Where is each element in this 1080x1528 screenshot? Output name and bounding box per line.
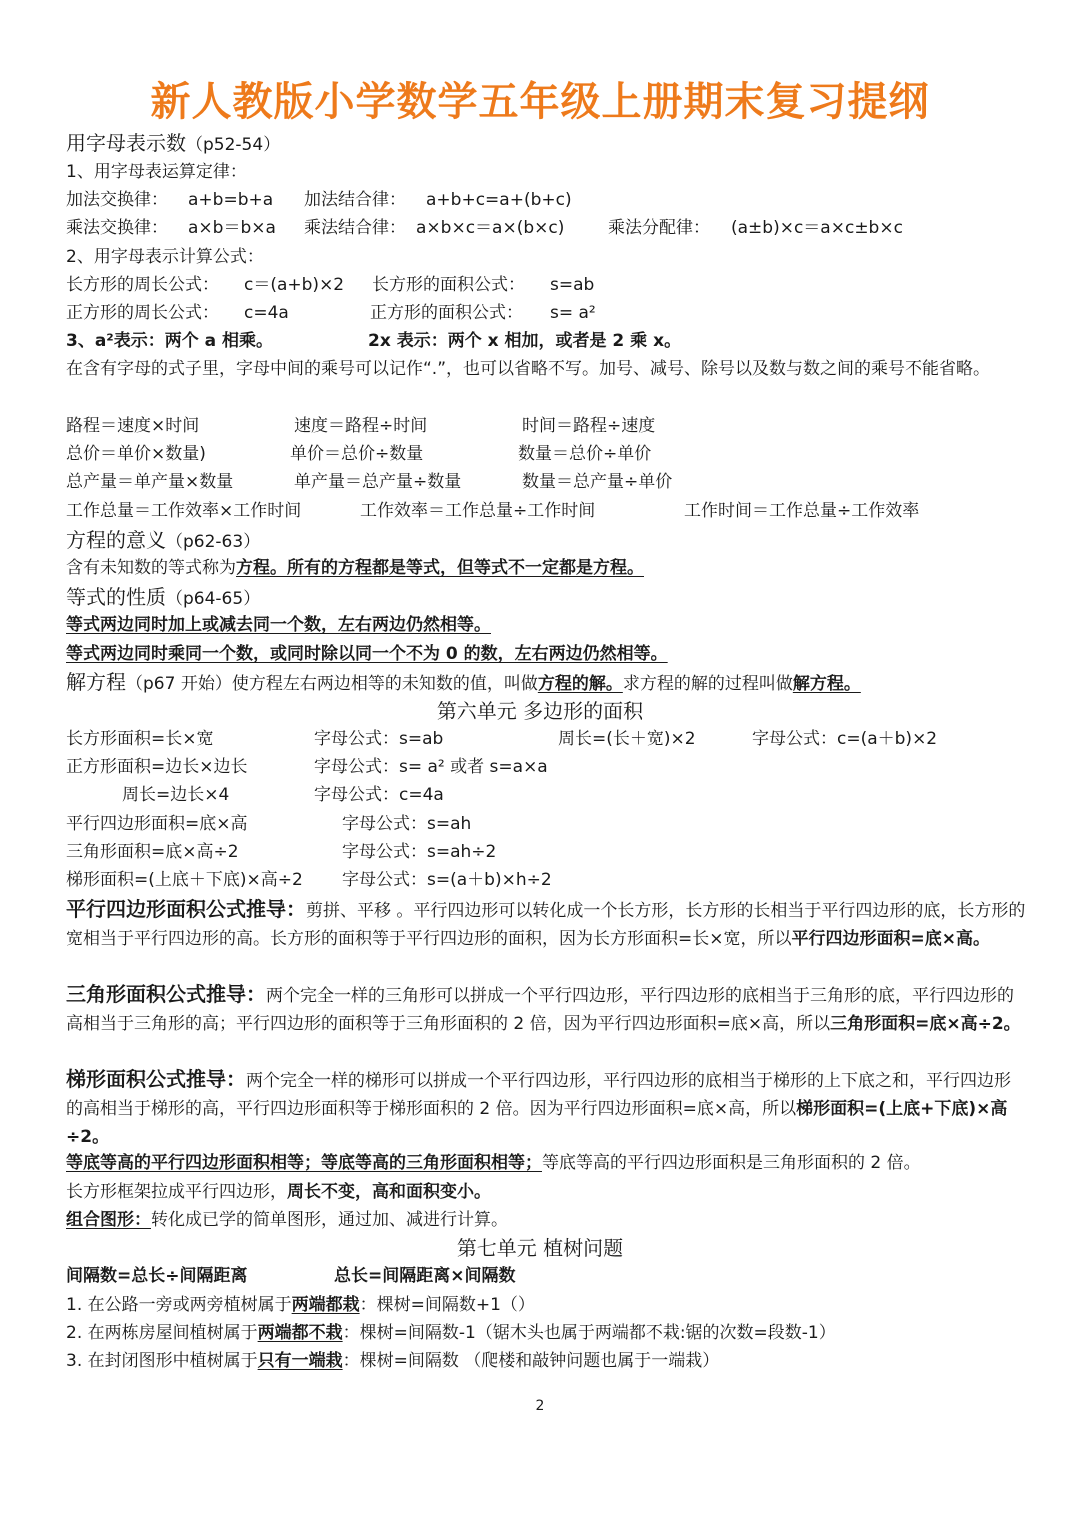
combination-line: 组合图形：转化成已学的简单图形，通过加、减进行计算。	[66, 1210, 508, 1230]
document-page: 新人教版小学数学五年级上册期末复习提纲 用字母表示数（p52-54） 1、用字母表运算定律： 加法交换律： a+b=b+a 加法结合律： a+b+c=a+(b+c) 乘法交换律： a×b＝b×a 乘法结合律： a×b×c＝a×(b×c) 乘法分配律： (a±b)×c＝a×c±b×c 2、用字母表示计算公式： 长方形的周长公式： c＝(a+b)×2 长方形的面积公式： s=ab 正方形的周长公式： c=4a 正方形的面积公式： s= a² 3、a²表示：两个 a 相乘。 2x 表示：两个 x 相加，或者是 2 乘 x。 在含有字母的式子里，字母中间的乘号可以记作“.”，也可以省略不写。加号、减号、除号以及数与数之间的乘号不能省略。 路程＝速度×时间 速度＝路程÷时间 时间＝路程÷速度 总价＝单价×数量) 单价＝总价÷数量 数量＝总价÷单价 总产量＝单产量×数量 单产量＝总产量÷数量 数量＝总产量÷单价 工作总量＝工作效率×工作时间 工作效率＝工作总量÷工作时间 工作时间＝工作总量÷工作效率 方程的意义（p62-63） 含有未知数的等式称为方程。所有的方程都是等式，但等式不一定都是方程。 等式的性质（p64-65） 等式两边同时加上或减去同一个数，左右两边仍然相等。 等式两边同时乘同一个数，或同时除以同一个不为 0 的数，左右两边仍然相等。 解方程（p67 开始）使方程左右两边相等的未知数的值，叫做方程的解。求方程的解的过程叫做解方程。 第六单元 多边形的面积 长方形面积=长×宽 字母公式：s=ab 周长=(长＋宽)×2 字母公式：c=(a＋b)×2 正方形面积=边长×边长 字母公式：s= a² 或者 s=a×a 周长=边长×4 字母公式：c=4a 平行四边形面积=底×高 字母公式：s=ah 三角形面积=底×高÷2 字母公式：s=ah÷2 梯形面积=(上底＋下底)×高÷2 字母公式：s=(a＋b)×h÷2 平行四边形面积公式推导：剪拼、平移 。平行四边形可以转化成一个长方形，长方形的长相当于平行四边形的底，长方形的宽相当于平行四边形的高。长方形的面积等于平行四边形的面积，因为长方形面积=长×宽，所以平行四边形面积=底×高。 三角形面积公式推导：两个完全一样的三角形可以拼成一个平行四边形，平行四边形的底相当于三角形的底，平行四边形的高相当于三角形的高；平行四边形的面积等于三角形面积的 2 倍，因为平行四边形面积=底×高，所以三角形面积=底×高÷2。 梯形面积公式推导：两个完全一样的梯形可以拼成一个平行四边形，平行四边形的底相当于梯形的上下底之和，平行四边形的高相当于梯形的高，平行四边形面积等于梯形面积的 2 倍。因为平行四边形面积=底×高，所以梯形面积=(上底+下底)×高÷2。 等底等高的平行四边形面积相等；等底等高的三角形面积相等；等底等高的平行四边形面积是三角形面积的 2 倍。 长方形框架拉成平行四边形，周长不变，高和面积变小。 组合图形：转化成已学的简单图形，通过加、减进行计算。 第七单元 植树问题 间隔数=总长÷间隔距离 总长=间隔距离×间隔数 1. 在公路一旁或两旁植树属于两端都栽：棵树=间隔数+1（） 2. 在两栋房屋间植树属于两端都不栽：棵树=间隔数-1（锯木头也属于两端都不栽:锯的次数=段数-1） 3. 在封闭图形中植树属于只有一端栽：棵树=间隔数 （爬楼和敲钟问题也属于一端栽） 2	[0, 0, 1080, 1528]
derivation-paragraph: 梯形面积公式推导：两个完全一样的梯形可以拼成一个平行四边形，平行四边形的底相当于梯形的上下底之和，平行四边形的高相当于梯形的高，平行四边形面积等于梯形面积的 2 倍。因为平行四边形面积=底×高，所以梯形面积=(上底+下底)×高÷2。	[66, 1067, 1011, 1147]
subheading: 2、用字母表示计算公式：	[66, 247, 264, 267]
section-heading: 解方程（p67 开始）使方程左右两边相等的未知数的值，叫做方程的解。求方程的解的过程叫做解方程。	[66, 670, 861, 694]
section-heading: 用字母表示数（p52-54）	[66, 131, 281, 155]
list-item: 3. 在封闭图形中植树属于只有一端栽：棵树=间隔数 （爬楼和敲钟问题也属于一端栽）	[66, 1351, 720, 1371]
page-number: 2	[535, 1398, 545, 1414]
equal-area-line: 等底等高的平行四边形面积相等；等底等高的三角形面积相等；等底等高的平行四边形面积是三角形面积的 2 倍。	[66, 1153, 921, 1173]
section-heading: 方程的意义（p62-63）	[66, 528, 261, 552]
section-heading: 等式的性质（p64-65）	[66, 585, 261, 609]
definition-line: 含有未知数的等式称为方程。所有的方程都是等式，但等式不一定都是方程。	[66, 558, 644, 578]
derivation-paragraph: 平行四边形面积公式推导：剪拼、平移 。平行四边形可以转化成一个长方形，长方形的长相当于平行四边形的底，长方形的宽相当于平行四边形的高。长方形的面积等于平行四边形的面积，因为长方形面积=长×宽，所以平行四边形面积=底×高。	[66, 897, 1026, 949]
list-item: 1. 在公路一旁或两旁植树属于两端都栽：棵树=间隔数+1（）	[66, 1295, 535, 1315]
unit-heading: 第六单元 多边形的面积	[436, 699, 644, 723]
derivation-paragraph: 三角形面积公式推导：两个完全一样的三角形可以拼成一个平行四边形，平行四边形的底相当于三角形的底，平行四边形的高相当于三角形的高；平行四边形的面积等于三角形面积的 2 倍，因为平行四边形面积=底×高，所以三角形面积=底×高÷2。	[66, 982, 1021, 1034]
list-item: 2. 在两栋房屋间植树属于两端都不栽：棵树=间隔数-1（锯木头也属于两端都不栽:锯的次数=段数-1）	[66, 1323, 836, 1343]
unit-heading: 第七单元 植树问题	[456, 1236, 624, 1260]
note-paragraph: 在含有字母的式子里，字母中间的乘号可以记作“.”，也可以省略不写。加号、减号、除号以及数与数之间的乘号不能省略。	[66, 359, 991, 379]
property-line: 等式两边同时加上或减去同一个数，左右两边仍然相等。	[66, 615, 491, 635]
subheading: 1、用字母表运算定律：	[66, 162, 247, 182]
property-line: 等式两边同时乘同一个数，或同时除以同一个不为 0 的数，左右两边仍然相等。	[66, 644, 668, 664]
document-title: 新人教版小学数学五年级上册期末复习提纲	[150, 79, 930, 125]
frame-line: 长方形框架拉成平行四边形，周长不变，高和面积变小。	[66, 1182, 491, 1202]
